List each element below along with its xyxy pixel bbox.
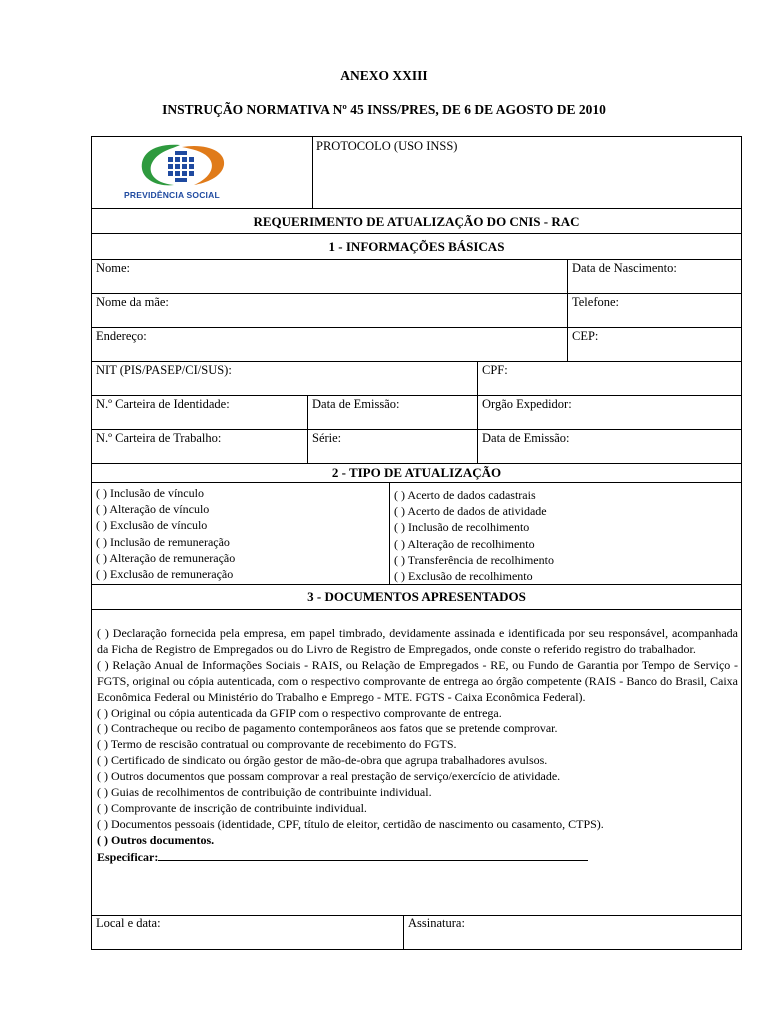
orgao-expedidor-label: Orgão Expedidor: [482, 397, 572, 411]
update-type-option[interactable]: ( ) Alteração de vínculo [96, 502, 210, 517]
update-type-option[interactable]: ( ) Inclusão de remuneração [96, 534, 230, 549]
section2-header [91, 463, 742, 483]
update-type-left-col [91, 482, 390, 585]
update-type-option[interactable]: ( ) Acerto de dados cadastrais [394, 488, 536, 502]
annex-title: ANEXO XXIII [340, 68, 428, 83]
document-option[interactable]: ( ) Documentos pessoais (identidade, CPF, título de eleitor, certidão de nascimento ou casamento, CTPS). [97, 816, 604, 831]
data-emissao-identidade-field[interactable] [307, 395, 478, 430]
section2-title: 2 - TIPO DE ATUALIZAÇÃO [331, 465, 502, 480]
serie-label: Série: [312, 431, 342, 445]
specify-label: Especificar: [97, 849, 159, 864]
carteira-identidade-field[interactable] [91, 395, 308, 430]
nome-field[interactable] [91, 259, 568, 294]
update-type-option[interactable]: ( ) Inclusão de recolhimento [394, 520, 530, 535]
nome-mae-field[interactable] [91, 293, 568, 328]
endereco-label: Endereço: [96, 329, 147, 343]
data-emissao-trabalho-label: Data de Emissão: [482, 431, 570, 445]
nome-label: Nome: [96, 261, 131, 275]
section3-title: 3 - DOCUMENTOS APRESENTADOS [307, 589, 526, 604]
cpf-label: CPF: [482, 363, 508, 377]
update-type-option[interactable]: ( ) Exclusão de recolhimento [394, 569, 533, 584]
update-type-option[interactable]: ( ) Inclusão de vínculo [96, 486, 204, 500]
update-type-option[interactable]: ( ) Transferência de recolhimento [394, 552, 554, 567]
cep-label: CEP: [572, 329, 599, 343]
telefone-field[interactable] [567, 293, 742, 328]
assinatura-field[interactable] [403, 915, 742, 950]
others-documents-option[interactable]: ( ) Outros documentos. [97, 832, 215, 847]
nome-mae-label: Nome da mãe: [96, 295, 169, 309]
cep-field[interactable] [567, 327, 742, 362]
document-option[interactable]: ( ) Certificado de sindicato ou órgão gestor de mão-de-obra que agrupa trabalhadores avulsos. [97, 753, 548, 768]
telefone-label: Telefone: [572, 295, 620, 309]
instruction-title: INSTRUÇÃO NORMATIVA Nº 45 INSS/PRES, DE 6 DE AGOSTO DE 2010 [162, 102, 606, 117]
update-type-option[interactable]: ( ) Acerto de dados de atividade [394, 504, 547, 519]
local-data-field[interactable] [91, 915, 404, 950]
update-type-option[interactable]: ( ) Alteração de remuneração [96, 550, 236, 565]
section3-header [91, 584, 742, 610]
document-option[interactable]: ( ) Comprovante de inscrição de contribuinte individual. [97, 800, 367, 815]
nit-label: NIT (PIS/PASEP/CI/SUS): [96, 363, 232, 377]
carteira-trabalho-field[interactable] [91, 429, 308, 464]
specify-input[interactable] [158, 849, 588, 861]
protocol-label: PROTOCOLO (USO INSS) [316, 139, 458, 153]
nit-field[interactable] [91, 361, 478, 396]
document-option[interactable]: ( ) Declaração fornecida pela empresa, em papel timbrado, devidamente assinada e identificada por seu responsável, acompanhada da Ficha de Registro de Empregados ou do Livro de Registro de Empregados, onde conste o referido registro do trabalhador. [97, 626, 738, 656]
orgao-expedidor-field[interactable] [477, 395, 742, 430]
data-nascimento-field[interactable] [567, 259, 742, 294]
document-option[interactable]: ( ) Guias de recolhimentos de contribuição de contribuinte individual. [97, 785, 432, 800]
update-type-option[interactable]: ( ) Exclusão de vínculo [96, 518, 208, 533]
carteira-trabalho-label: N.º Carteira de Trabalho: [96, 431, 222, 445]
document-option[interactable]: ( ) Original ou cópia autenticada da GFIP com o respectivo comprovante de entrega. [97, 705, 502, 720]
form-title: REQUERIMENTO DE ATUALIZAÇÃO DO CNIS - RAC [253, 214, 580, 229]
section1-title: 1 - INFORMAÇÕES BÁSICAS [328, 239, 505, 254]
serie-field[interactable] [307, 429, 478, 464]
cpf-field[interactable] [477, 361, 742, 396]
documents-list [97, 626, 738, 866]
section1-header [91, 233, 742, 260]
local-data-label: Local e data: [96, 916, 161, 930]
logo-cell [91, 136, 313, 209]
document-option[interactable]: ( ) Relação Anual de Informações Sociais - RAIS, ou Relação de Empregados - RE, ou Fundo de Garantia por Tempo de Serviço - FGTS, original ou cópia autenticada, com o respectivo comprovante de entrega ao órgão competente (RAIS - Banco do Brasil, Caixa Econômica Federal ou Ministério do Trabalho e Emprego - MTE. FGTS - Caixa Econômica Federal). [97, 657, 738, 704]
endereco-field[interactable] [91, 327, 568, 362]
assinatura-label: Assinatura: [408, 916, 465, 930]
update-type-option[interactable]: ( ) Exclusão de remuneração [96, 567, 234, 582]
data-nascimento-label: Data de Nascimento: [572, 261, 677, 275]
data-emissao-trabalho-field[interactable] [477, 429, 742, 464]
logo-text: PREVIDÊNCIA SOCIAL [124, 190, 220, 200]
data-emissao-identidade-label: Data de Emissão: [312, 397, 400, 411]
update-type-right-col [389, 482, 742, 585]
document-option[interactable]: ( ) Outros documentos que possam comprovar a real prestação de serviço/exercício de atividade. [97, 769, 561, 784]
document-option[interactable]: ( ) Contracheque ou recibo de pagamento contemporâneos aos fatos que se pretende comprovar. [97, 721, 558, 736]
specify-line[interactable] [97, 849, 738, 866]
document-option[interactable]: ( ) Termo de rescisão contratual ou comprovante de recebimento do FGTS. [97, 737, 457, 752]
form-title-cell [91, 208, 742, 234]
protocol-cell [312, 136, 742, 209]
carteira-identidade-label: N.º Carteira de Identidade: [96, 397, 230, 411]
update-type-option[interactable]: ( ) Alteração de recolhimento [394, 536, 535, 551]
